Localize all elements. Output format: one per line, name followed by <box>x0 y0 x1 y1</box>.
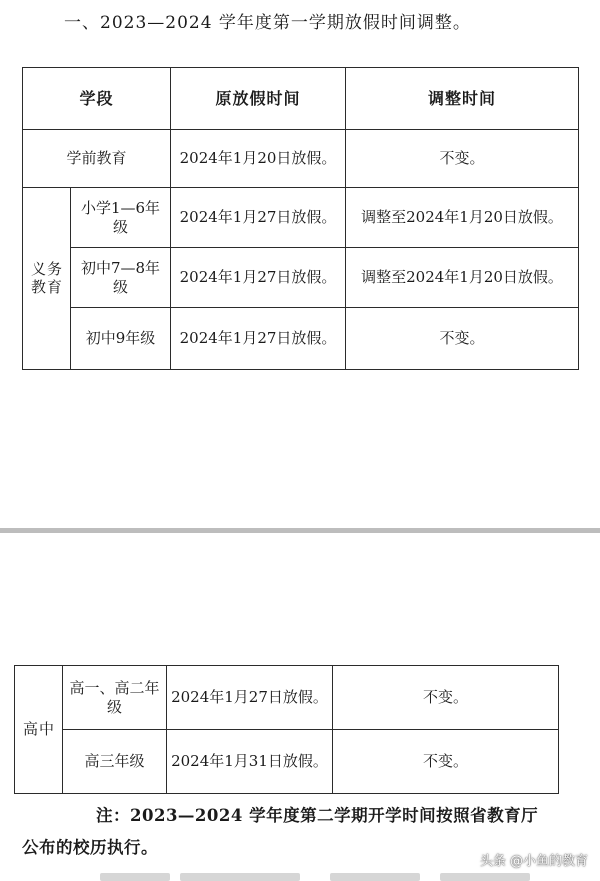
adjusted-time-cell: 调整至2024年1月20日放假。 <box>346 188 579 248</box>
adjusted-time-cell: 不变。 <box>346 308 579 370</box>
table-header-row <box>23 68 579 130</box>
footnote-line-1: 注：2023—2024 学年度第二学期开学时间按照省教育厅 <box>96 806 539 825</box>
header-stage: 学段 <box>23 68 171 130</box>
holiday-table-bottom <box>14 665 559 794</box>
grade-junior-9: 初中9年级 <box>71 308 171 370</box>
stage-preschool: 学前教育 <box>23 130 171 188</box>
original-time-cell: 2024年1月20日放假。 <box>171 130 346 188</box>
original-time-cell: 2024年1月31日放假。 <box>167 730 333 794</box>
table-row <box>15 666 559 730</box>
grade-junior-7-8: 初中7—8年级 <box>71 248 171 308</box>
adjusted-time-cell: 不变。 <box>333 666 559 730</box>
adjusted-time-cell: 不变。 <box>333 730 559 794</box>
grade-primary: 小学1—6年级 <box>71 188 171 248</box>
header-adjusted-time: 调整时间 <box>346 68 579 130</box>
original-time-cell: 2024年1月27日放假。 <box>171 248 346 308</box>
footnote-line-2: 公布的校历执行。 <box>22 838 158 858</box>
cut-off-text-line <box>0 870 600 881</box>
grade-senior-1-2: 高一、高二年级 <box>63 666 167 730</box>
original-time-cell: 2024年1月27日放假。 <box>171 308 346 370</box>
group-compulsory-label: 义务教育 <box>30 260 63 297</box>
grade-senior-3: 高三年级 <box>63 730 167 794</box>
table-row <box>15 730 559 794</box>
header-original-time: 原放假时间 <box>171 68 346 130</box>
section-heading: 一、2023—2024 学年度第一学期放假时间调整。 <box>64 13 471 33</box>
original-time-cell: 2024年1月27日放假。 <box>171 188 346 248</box>
page-separator <box>0 528 600 533</box>
watermark: 头条 @小鱼的教育 <box>479 854 588 869</box>
table-row <box>23 308 579 370</box>
table-row <box>23 248 579 308</box>
blank-page-area <box>0 372 600 530</box>
table-row <box>23 130 579 188</box>
adjusted-time-cell: 不变。 <box>346 130 579 188</box>
group-compulsory <box>23 188 71 370</box>
adjusted-time-cell: 调整至2024年1月20日放假。 <box>346 248 579 308</box>
holiday-table-top <box>22 67 579 370</box>
group-senior-high-label: 高中 <box>22 720 55 739</box>
original-time-cell: 2024年1月27日放假。 <box>167 666 333 730</box>
table-row <box>23 188 579 248</box>
group-senior-high <box>15 666 63 794</box>
